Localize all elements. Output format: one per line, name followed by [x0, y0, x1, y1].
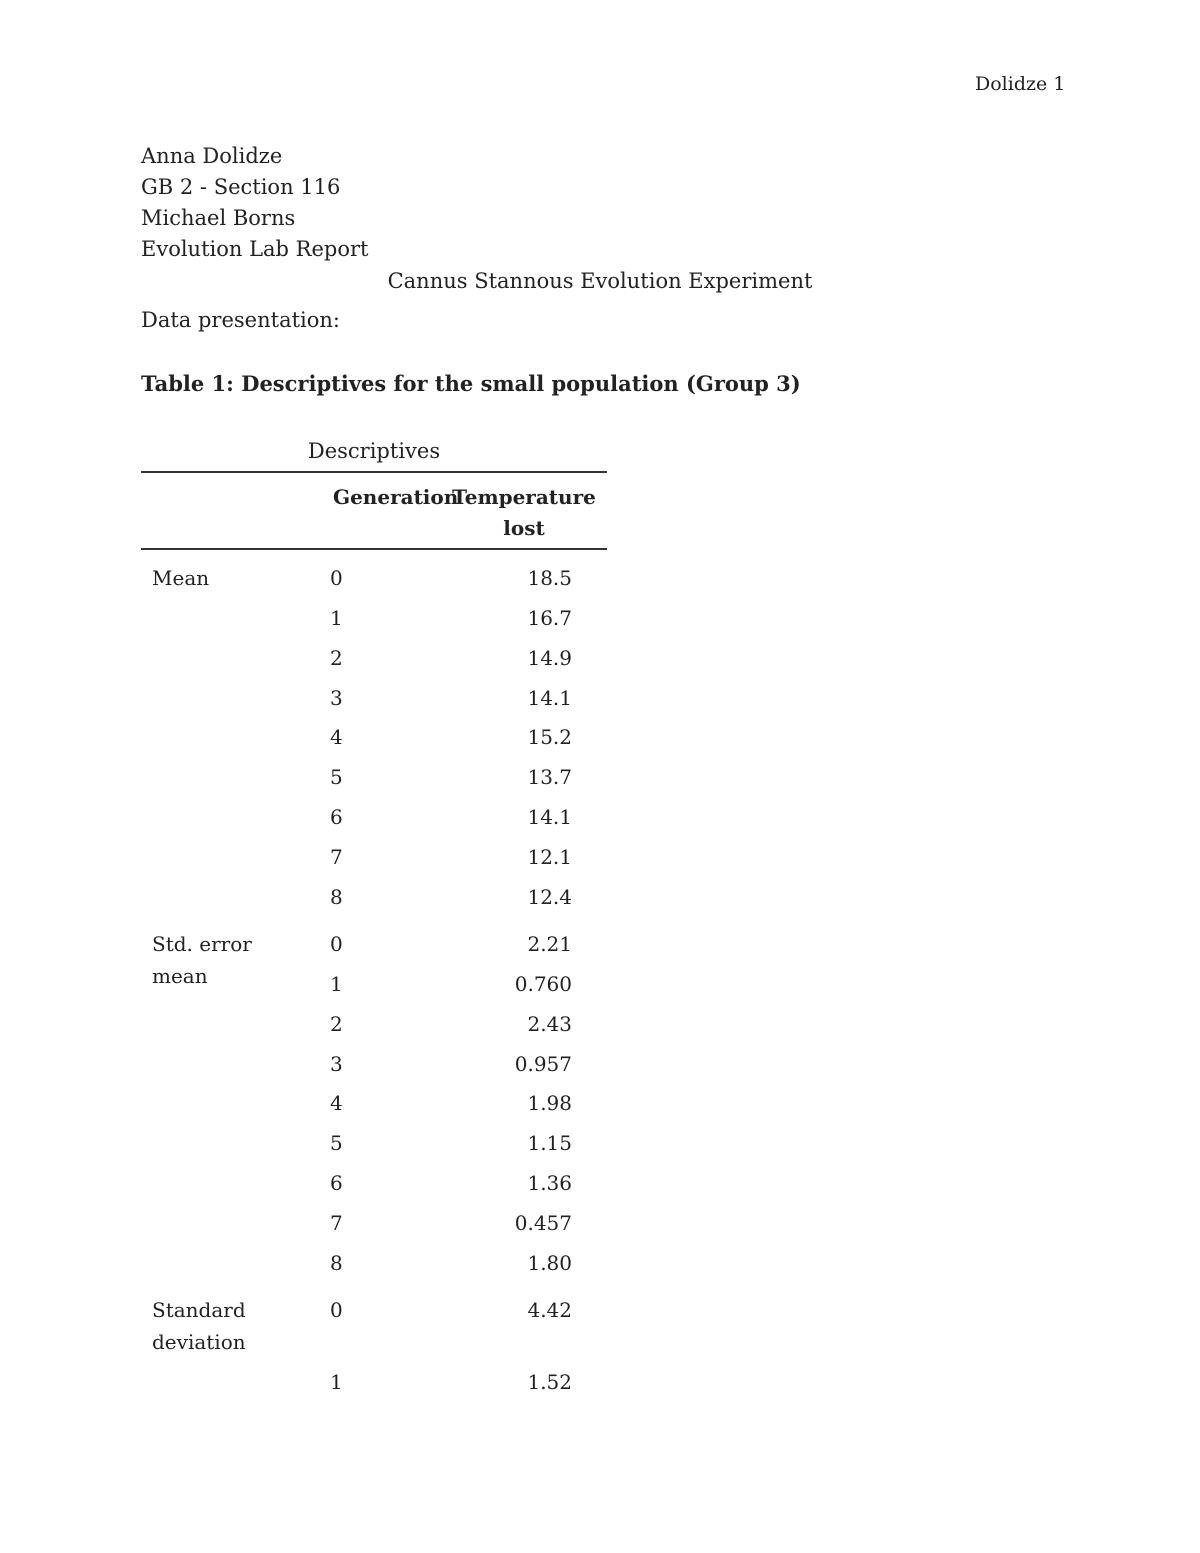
author-block — [141, 141, 368, 265]
generation-cell: 0 — [330, 932, 343, 956]
generation-cell: 4 — [330, 725, 343, 750]
temperature-value-cell: 18.5 — [527, 566, 572, 590]
temperature-value-cell: 16.7 — [527, 605, 572, 630]
generation-cell: 7 — [330, 1210, 343, 1235]
temperature-value-cell: 12.4 — [527, 884, 572, 909]
generation-cell: 7 — [330, 844, 343, 869]
generation-cell: 3 — [330, 1051, 343, 1076]
temperature-value-cell: 1.80 — [527, 1250, 572, 1275]
temperature-value-cell: 13.7 — [527, 765, 572, 790]
document-title: Cannus Stannous Evolution Experiment — [387, 269, 813, 293]
temperature-value-cell: 12.1 — [527, 844, 572, 869]
generation-cell: 1 — [330, 605, 343, 630]
generation-cell: 0 — [330, 566, 343, 590]
temperature-value-cell: 1.52 — [527, 1370, 572, 1394]
generation-cell: 1 — [330, 1370, 343, 1394]
generation-cell: 2 — [330, 1011, 343, 1036]
temperature-value-cell: 1.15 — [527, 1131, 572, 1156]
table-header-rule — [141, 548, 607, 550]
generation-cell: 3 — [330, 685, 343, 710]
generation-cell: 5 — [330, 1131, 343, 1156]
generation-cell: 6 — [330, 805, 343, 830]
course-section: GB 2 - Section 116 — [141, 175, 341, 199]
instructor-name: Michael Borns — [141, 206, 296, 230]
temperature-value-cell: 1.36 — [527, 1171, 572, 1196]
temperature-value-cell: 2.43 — [527, 1011, 572, 1036]
temperature-value-cell: 0.957 — [514, 1051, 572, 1076]
temperature-value-cell: 1.98 — [527, 1091, 572, 1116]
column-header-temperature: Temperature lost — [452, 485, 596, 540]
temperature-value-cell: 14.1 — [527, 685, 572, 710]
table-top-rule — [141, 471, 607, 473]
temperature-value-cell: 4.42 — [527, 1298, 572, 1322]
generation-cell: 2 — [330, 645, 343, 670]
statistic-label: Mean — [152, 566, 210, 590]
generation-cell: 8 — [330, 1250, 343, 1275]
statistic-label: Standard deviation — [152, 1298, 246, 1354]
generation-cell: 8 — [330, 884, 343, 909]
temperature-value-cell: 0.760 — [514, 971, 572, 996]
temperature-value-cell: 15.2 — [527, 725, 572, 750]
generation-cell: 5 — [330, 765, 343, 790]
generation-cell: 6 — [330, 1171, 343, 1196]
section-label: Data presentation: — [141, 308, 340, 332]
column-header-generation: Generation — [333, 485, 459, 509]
temperature-value-cell: 14.9 — [527, 645, 572, 670]
generation-cell: 4 — [330, 1091, 343, 1116]
generation-cell: 0 — [330, 1298, 343, 1322]
temperature-value-cell: 2.21 — [527, 932, 572, 956]
page-header: Dolidze 1 — [975, 73, 1066, 95]
author-name: Anna Dolidze — [141, 144, 283, 168]
assignment-name: Evolution Lab Report — [141, 237, 369, 261]
statistic-label: Std. error mean — [152, 932, 252, 988]
temperature-value-cell: 14.1 — [527, 805, 572, 830]
temperature-value-cell: 0.457 — [514, 1210, 572, 1235]
table-caption: Table 1: Descriptives for the small population (Group 3) — [141, 371, 801, 396]
table-title: Descriptives — [307, 439, 441, 463]
generation-cell: 1 — [330, 971, 343, 996]
